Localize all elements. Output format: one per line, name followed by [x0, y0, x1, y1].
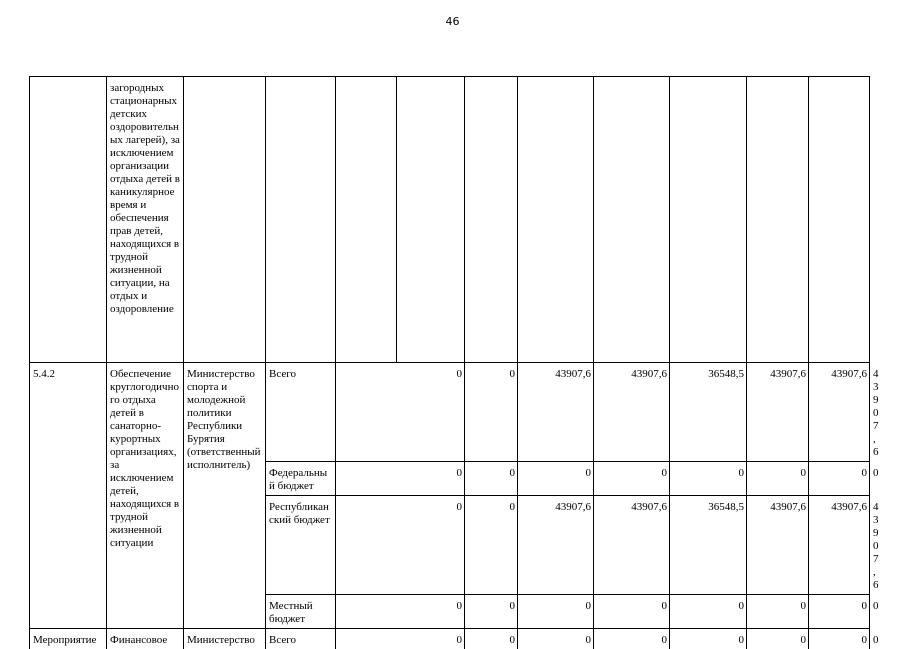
- code-cell: Мероприятие: [30, 629, 107, 649]
- budget-table: [29, 76, 870, 649]
- value-cell: 0: [336, 363, 465, 462]
- table-row: [30, 77, 870, 363]
- value-cell: 0: [670, 462, 747, 496]
- value-cell: 0: [670, 595, 747, 629]
- value-cell: 0: [809, 629, 870, 649]
- value-cell: 0: [336, 629, 465, 649]
- value-cell: 43907,6: [747, 363, 809, 462]
- value-cell: 0: [594, 462, 670, 496]
- value-cell: 43907,6: [518, 363, 594, 462]
- executor-cell: [184, 77, 266, 363]
- value-cell: 0: [594, 629, 670, 649]
- value-cell: 43907,6: [747, 496, 809, 595]
- name-cell: Обеспечение круглогодичного отдыха детей в санаторно-курортных организациях, за исключением детей, находящихся в трудной жизненной ситуации: [107, 363, 184, 629]
- executor-cell: Министерство: [184, 629, 266, 649]
- value-cell: 0: [594, 595, 670, 629]
- value-cell: 43907,6: [594, 363, 670, 462]
- table-row: Местный бюджет 0 0 0 0 0 0 0 0: [30, 595, 870, 629]
- value-cell: 43907,6: [809, 496, 870, 595]
- code-cell: [30, 77, 107, 363]
- value-cell: 0: [518, 629, 594, 649]
- name-cell: загородных стационарных детских оздоровительных лагерей), за исключением организации отдыха детей в каникулярное время и обеспечения прав детей, находящихся в трудной жизненной ситуации, на отдых и оздоровление: [107, 77, 184, 363]
- code-cell: 5.4.2: [30, 363, 107, 629]
- value-cell: 36548,5: [670, 496, 747, 595]
- value-cell: 0: [465, 629, 518, 649]
- value-cell: 0: [336, 462, 465, 496]
- executor-cell: Министерство спорта и молодежной политики Республики Бурятия (ответственный исполнитель): [184, 363, 266, 629]
- value-cell: 0: [809, 462, 870, 496]
- source-cell: Местный бюджет: [266, 595, 336, 629]
- value-cell: 43907,6: [809, 363, 870, 462]
- table-row: Республиканский бюджет 0 0 43907,6 43907,6 36548,5 43907,6 43907,6 43907,6: [30, 496, 870, 595]
- table-row: Мероприятие Финансовое Министерство Всего 0 0 0 0 0 0 0 0: [30, 629, 870, 649]
- source-cell: Всего: [266, 629, 336, 649]
- value-cell: 0: [747, 629, 809, 649]
- table-row: 5.4.2 Обеспечение круглогодичного отдыха детей в санаторно-курортных организациях, за исключением детей, находящихся в трудной жизненной ситуации Министерство спорта и молодежной политики Республики Бурятия (ответственный исполнитель) Всего 0 0 43907,6 43907,6 36548,5 43907,6 43907,6 43907,6: [30, 363, 870, 462]
- value-cell: 0: [747, 462, 809, 496]
- name-cell: Финансовое: [107, 629, 184, 649]
- value-cell: 0: [670, 629, 747, 649]
- source-cell: Федеральный бюджет: [266, 462, 336, 496]
- value-cell: 0: [336, 595, 465, 629]
- value-cell: 0: [518, 595, 594, 629]
- value-cell: 0: [465, 363, 518, 462]
- value-cell: 43907,6: [594, 496, 670, 595]
- source-cell: Республиканский бюджет: [266, 496, 336, 595]
- value-cell: 0: [336, 496, 465, 595]
- value-cell: 0: [465, 496, 518, 595]
- source-cell: [266, 77, 336, 363]
- value-cell: 0: [747, 595, 809, 629]
- source-cell: Всего: [266, 363, 336, 462]
- value-cell: 0: [465, 595, 518, 629]
- value-cell: 0: [809, 595, 870, 629]
- page-number: 46: [0, 15, 905, 28]
- value-cell: 36548,5: [670, 363, 747, 462]
- table-row: Федеральный бюджет 0 0 0 0 0 0 0 0: [30, 462, 870, 496]
- value-cell: 43907,6: [518, 496, 594, 595]
- value-cell: 0: [518, 462, 594, 496]
- value-cell: 0: [465, 462, 518, 496]
